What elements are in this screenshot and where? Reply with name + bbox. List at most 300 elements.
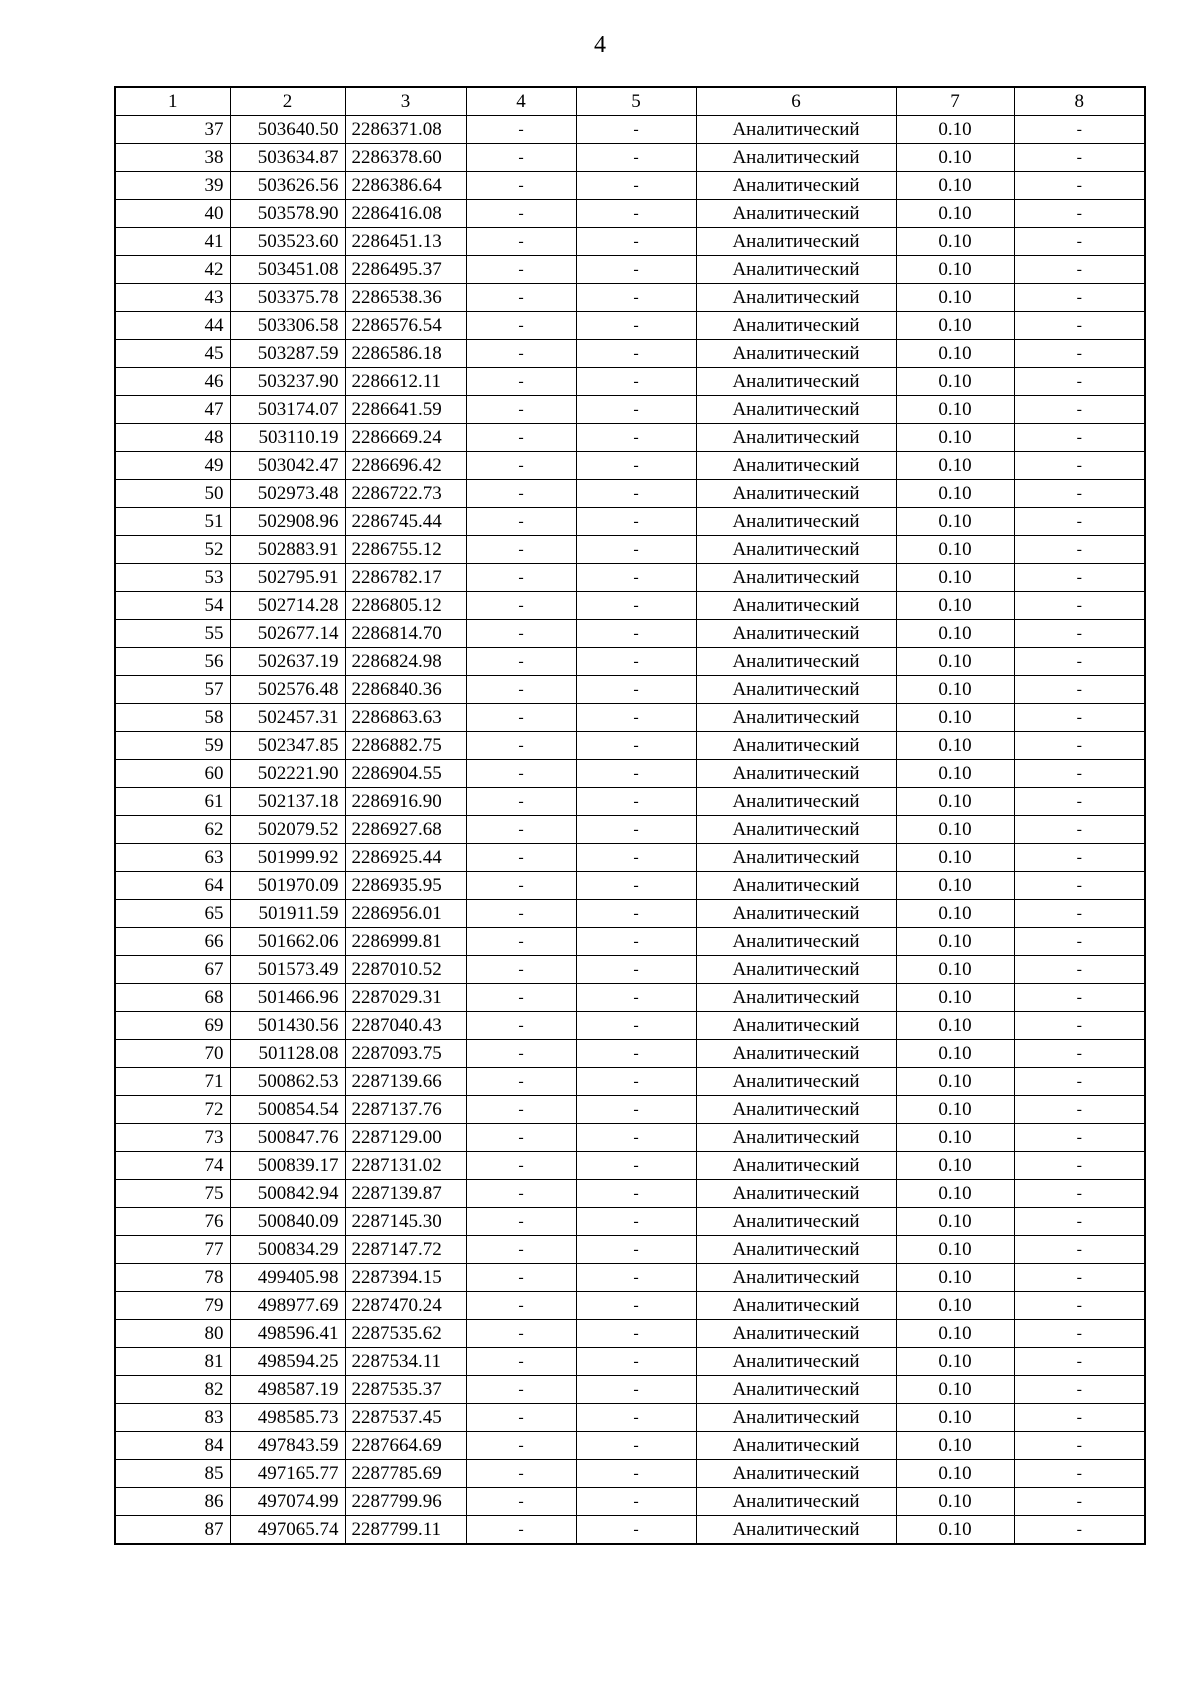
- point-number-cell: 78: [115, 1264, 230, 1292]
- col5-cell: -: [576, 564, 696, 592]
- y-coordinate-cell: 2286999.81: [345, 928, 466, 956]
- accuracy-cell: 0.10: [896, 536, 1014, 564]
- point-number-cell: 70: [115, 1040, 230, 1068]
- y-coordinate-cell: 2287139.87: [345, 1180, 466, 1208]
- table-row: [115, 1040, 1145, 1068]
- method-cell: Аналитический: [696, 844, 896, 872]
- y-coordinate-cell: 2286378.60: [345, 144, 466, 172]
- col5-cell: -: [576, 816, 696, 844]
- col4-cell: -: [466, 956, 576, 984]
- col8-cell: -: [1014, 1432, 1145, 1460]
- method-cell: Аналитический: [696, 1264, 896, 1292]
- method-cell: Аналитический: [696, 648, 896, 676]
- col5-cell: -: [576, 900, 696, 928]
- accuracy-cell: 0.10: [896, 1124, 1014, 1152]
- method-cell: Аналитический: [696, 872, 896, 900]
- accuracy-cell: 0.10: [896, 144, 1014, 172]
- y-coordinate-cell: 2286722.73: [345, 480, 466, 508]
- method-cell: Аналитический: [696, 396, 896, 424]
- point-number-cell: 85: [115, 1460, 230, 1488]
- accuracy-cell: 0.10: [896, 928, 1014, 956]
- y-coordinate-cell: 2287535.37: [345, 1376, 466, 1404]
- col4-cell: -: [466, 620, 576, 648]
- col5-cell: -: [576, 1516, 696, 1545]
- col8-cell: -: [1014, 452, 1145, 480]
- method-cell: Аналитический: [696, 1236, 896, 1264]
- y-coordinate-cell: 2286904.55: [345, 760, 466, 788]
- col4-cell: -: [466, 368, 576, 396]
- col5-cell: -: [576, 368, 696, 396]
- accuracy-cell: 0.10: [896, 788, 1014, 816]
- y-coordinate-cell: 2286863.63: [345, 704, 466, 732]
- col8-cell: -: [1014, 256, 1145, 284]
- column-header: 8: [1014, 87, 1145, 116]
- col8-cell: -: [1014, 228, 1145, 256]
- point-number-cell: 60: [115, 760, 230, 788]
- x-coordinate-cell: 501662.06: [230, 928, 345, 956]
- point-number-cell: 86: [115, 1488, 230, 1516]
- col8-cell: -: [1014, 732, 1145, 760]
- y-coordinate-cell: 2286386.64: [345, 172, 466, 200]
- point-number-cell: 39: [115, 172, 230, 200]
- method-cell: Аналитический: [696, 1488, 896, 1516]
- point-number-cell: 69: [115, 1012, 230, 1040]
- y-coordinate-cell: 2287537.45: [345, 1404, 466, 1432]
- col8-cell: -: [1014, 1208, 1145, 1236]
- method-cell: Аналитический: [696, 340, 896, 368]
- table-row: [115, 620, 1145, 648]
- table-row: [115, 424, 1145, 452]
- x-coordinate-cell: 497074.99: [230, 1488, 345, 1516]
- table-row: [115, 760, 1145, 788]
- point-number-cell: 80: [115, 1320, 230, 1348]
- accuracy-cell: 0.10: [896, 1320, 1014, 1348]
- col8-cell: -: [1014, 816, 1145, 844]
- point-number-cell: 48: [115, 424, 230, 452]
- col4-cell: -: [466, 1516, 576, 1545]
- point-number-cell: 54: [115, 592, 230, 620]
- x-coordinate-cell: 501430.56: [230, 1012, 345, 1040]
- y-coordinate-cell: 2286669.24: [345, 424, 466, 452]
- y-coordinate-cell: 2287785.69: [345, 1460, 466, 1488]
- y-coordinate-cell: 2287040.43: [345, 1012, 466, 1040]
- table-row: [115, 1264, 1145, 1292]
- col5-cell: -: [576, 732, 696, 760]
- x-coordinate-cell: 502908.96: [230, 508, 345, 536]
- method-cell: Аналитический: [696, 704, 896, 732]
- col8-cell: -: [1014, 900, 1145, 928]
- y-coordinate-cell: 2286696.42: [345, 452, 466, 480]
- method-cell: Аналитический: [696, 1516, 896, 1545]
- x-coordinate-cell: 500862.53: [230, 1068, 345, 1096]
- point-number-cell: 38: [115, 144, 230, 172]
- col4-cell: -: [466, 1068, 576, 1096]
- x-coordinate-cell: 500839.17: [230, 1152, 345, 1180]
- x-coordinate-cell: 502677.14: [230, 620, 345, 648]
- col5-cell: -: [576, 424, 696, 452]
- accuracy-cell: 0.10: [896, 648, 1014, 676]
- point-number-cell: 46: [115, 368, 230, 396]
- col8-cell: -: [1014, 928, 1145, 956]
- col5-cell: -: [576, 1404, 696, 1432]
- point-number-cell: 72: [115, 1096, 230, 1124]
- accuracy-cell: 0.10: [896, 984, 1014, 1012]
- method-cell: Аналитический: [696, 928, 896, 956]
- method-cell: Аналитический: [696, 508, 896, 536]
- table-row: [115, 1516, 1145, 1545]
- table-row: [115, 956, 1145, 984]
- x-coordinate-cell: 503174.07: [230, 396, 345, 424]
- y-coordinate-cell: 2287093.75: [345, 1040, 466, 1068]
- method-cell: Аналитический: [696, 1124, 896, 1152]
- col4-cell: -: [466, 1488, 576, 1516]
- method-cell: Аналитический: [696, 228, 896, 256]
- col8-cell: -: [1014, 116, 1145, 144]
- point-number-cell: 77: [115, 1236, 230, 1264]
- col8-cell: -: [1014, 480, 1145, 508]
- col5-cell: -: [576, 172, 696, 200]
- y-coordinate-cell: 2286840.36: [345, 676, 466, 704]
- col5-cell: -: [576, 760, 696, 788]
- table-body: [115, 116, 1145, 1545]
- y-coordinate-cell: 2286925.44: [345, 844, 466, 872]
- table-row: [115, 788, 1145, 816]
- y-coordinate-cell: 2287799.96: [345, 1488, 466, 1516]
- col4-cell: -: [466, 704, 576, 732]
- y-coordinate-cell: 2286576.54: [345, 312, 466, 340]
- col5-cell: -: [576, 116, 696, 144]
- accuracy-cell: 0.10: [896, 312, 1014, 340]
- method-cell: Аналитический: [696, 368, 896, 396]
- accuracy-cell: 0.10: [896, 676, 1014, 704]
- y-coordinate-cell: 2287139.66: [345, 1068, 466, 1096]
- y-coordinate-cell: 2286538.36: [345, 284, 466, 312]
- col8-cell: -: [1014, 536, 1145, 564]
- col4-cell: -: [466, 1236, 576, 1264]
- column-header: 6: [696, 87, 896, 116]
- method-cell: Аналитический: [696, 1348, 896, 1376]
- col4-cell: -: [466, 1040, 576, 1068]
- y-coordinate-cell: 2287010.52: [345, 956, 466, 984]
- point-number-cell: 66: [115, 928, 230, 956]
- col5-cell: -: [576, 452, 696, 480]
- col5-cell: -: [576, 340, 696, 368]
- point-number-cell: 49: [115, 452, 230, 480]
- col5-cell: -: [576, 1180, 696, 1208]
- col4-cell: -: [466, 1180, 576, 1208]
- method-cell: Аналитический: [696, 536, 896, 564]
- point-number-cell: 37: [115, 116, 230, 144]
- point-number-cell: 75: [115, 1180, 230, 1208]
- accuracy-cell: 0.10: [896, 1516, 1014, 1545]
- method-cell: Аналитический: [696, 312, 896, 340]
- table-row: [115, 256, 1145, 284]
- point-number-cell: 67: [115, 956, 230, 984]
- y-coordinate-cell: 2286927.68: [345, 816, 466, 844]
- accuracy-cell: 0.10: [896, 508, 1014, 536]
- col8-cell: -: [1014, 1236, 1145, 1264]
- col8-cell: -: [1014, 1404, 1145, 1432]
- table-row: [115, 1292, 1145, 1320]
- y-coordinate-cell: 2287664.69: [345, 1432, 466, 1460]
- col4-cell: -: [466, 1208, 576, 1236]
- point-number-cell: 81: [115, 1348, 230, 1376]
- x-coordinate-cell: 502714.28: [230, 592, 345, 620]
- accuracy-cell: 0.10: [896, 200, 1014, 228]
- col5-cell: -: [576, 984, 696, 1012]
- method-cell: Аналитический: [696, 1404, 896, 1432]
- point-number-cell: 40: [115, 200, 230, 228]
- method-cell: Аналитический: [696, 200, 896, 228]
- col8-cell: -: [1014, 1376, 1145, 1404]
- col8-cell: -: [1014, 172, 1145, 200]
- col5-cell: -: [576, 620, 696, 648]
- point-number-cell: 71: [115, 1068, 230, 1096]
- table-row: [115, 368, 1145, 396]
- y-coordinate-cell: 2286416.08: [345, 200, 466, 228]
- col5-cell: -: [576, 200, 696, 228]
- accuracy-cell: 0.10: [896, 1040, 1014, 1068]
- point-number-cell: 62: [115, 816, 230, 844]
- col8-cell: -: [1014, 340, 1145, 368]
- accuracy-cell: 0.10: [896, 1376, 1014, 1404]
- accuracy-cell: 0.10: [896, 732, 1014, 760]
- y-coordinate-cell: 2287129.00: [345, 1124, 466, 1152]
- table-row: [115, 312, 1145, 340]
- method-cell: Аналитический: [696, 256, 896, 284]
- x-coordinate-cell: 503375.78: [230, 284, 345, 312]
- col5-cell: -: [576, 1068, 696, 1096]
- col8-cell: -: [1014, 704, 1145, 732]
- accuracy-cell: 0.10: [896, 956, 1014, 984]
- col8-cell: -: [1014, 1488, 1145, 1516]
- table-row: [115, 648, 1145, 676]
- col4-cell: -: [466, 816, 576, 844]
- table-row: [115, 284, 1145, 312]
- col4-cell: -: [466, 592, 576, 620]
- col8-cell: -: [1014, 872, 1145, 900]
- accuracy-cell: 0.10: [896, 340, 1014, 368]
- point-number-cell: 73: [115, 1124, 230, 1152]
- col5-cell: -: [576, 1012, 696, 1040]
- col4-cell: -: [466, 312, 576, 340]
- accuracy-cell: 0.10: [896, 1208, 1014, 1236]
- x-coordinate-cell: 502576.48: [230, 676, 345, 704]
- point-number-cell: 42: [115, 256, 230, 284]
- table-row: [115, 452, 1145, 480]
- col5-cell: -: [576, 956, 696, 984]
- y-coordinate-cell: 2287137.76: [345, 1096, 466, 1124]
- y-coordinate-cell: 2286782.17: [345, 564, 466, 592]
- col8-cell: -: [1014, 424, 1145, 452]
- col4-cell: -: [466, 1124, 576, 1152]
- col8-cell: -: [1014, 1292, 1145, 1320]
- accuracy-cell: 0.10: [896, 1432, 1014, 1460]
- col5-cell: -: [576, 704, 696, 732]
- point-number-cell: 43: [115, 284, 230, 312]
- accuracy-cell: 0.10: [896, 480, 1014, 508]
- x-coordinate-cell: 501128.08: [230, 1040, 345, 1068]
- accuracy-cell: 0.10: [896, 1236, 1014, 1264]
- method-cell: Аналитический: [696, 1180, 896, 1208]
- point-number-cell: 74: [115, 1152, 230, 1180]
- column-header: 2: [230, 87, 345, 116]
- point-number-cell: 64: [115, 872, 230, 900]
- col8-cell: -: [1014, 1068, 1145, 1096]
- method-cell: Аналитический: [696, 1040, 896, 1068]
- table-header-row: [115, 87, 1145, 116]
- x-coordinate-cell: 503287.59: [230, 340, 345, 368]
- col5-cell: -: [576, 1236, 696, 1264]
- y-coordinate-cell: 2287029.31: [345, 984, 466, 1012]
- col5-cell: -: [576, 1376, 696, 1404]
- col8-cell: -: [1014, 368, 1145, 396]
- col8-cell: -: [1014, 620, 1145, 648]
- col4-cell: -: [466, 928, 576, 956]
- method-cell: Аналитический: [696, 956, 896, 984]
- table-row: [115, 480, 1145, 508]
- x-coordinate-cell: 502221.90: [230, 760, 345, 788]
- col5-cell: -: [576, 928, 696, 956]
- accuracy-cell: 0.10: [896, 564, 1014, 592]
- table-row: [115, 1068, 1145, 1096]
- col4-cell: -: [466, 788, 576, 816]
- accuracy-cell: 0.10: [896, 424, 1014, 452]
- col4-cell: -: [466, 452, 576, 480]
- x-coordinate-cell: 503042.47: [230, 452, 345, 480]
- col8-cell: -: [1014, 984, 1145, 1012]
- table-row: [115, 200, 1145, 228]
- col5-cell: -: [576, 1096, 696, 1124]
- table-row: [115, 1460, 1145, 1488]
- col8-cell: -: [1014, 1124, 1145, 1152]
- y-coordinate-cell: 2286641.59: [345, 396, 466, 424]
- col4-cell: -: [466, 200, 576, 228]
- col4-cell: -: [466, 116, 576, 144]
- col8-cell: -: [1014, 1264, 1145, 1292]
- col4-cell: -: [466, 900, 576, 928]
- col8-cell: -: [1014, 1320, 1145, 1348]
- accuracy-cell: 0.10: [896, 368, 1014, 396]
- col4-cell: -: [466, 144, 576, 172]
- method-cell: Аналитический: [696, 452, 896, 480]
- accuracy-cell: 0.10: [896, 228, 1014, 256]
- method-cell: Аналитический: [696, 1012, 896, 1040]
- point-number-cell: 52: [115, 536, 230, 564]
- x-coordinate-cell: 499405.98: [230, 1264, 345, 1292]
- point-number-cell: 45: [115, 340, 230, 368]
- y-coordinate-cell: 2286935.95: [345, 872, 466, 900]
- point-number-cell: 50: [115, 480, 230, 508]
- accuracy-cell: 0.10: [896, 1152, 1014, 1180]
- accuracy-cell: 0.10: [896, 1264, 1014, 1292]
- col4-cell: -: [466, 396, 576, 424]
- col4-cell: -: [466, 1348, 576, 1376]
- table-row: [115, 732, 1145, 760]
- table-row: [115, 592, 1145, 620]
- col8-cell: -: [1014, 648, 1145, 676]
- x-coordinate-cell: 502457.31: [230, 704, 345, 732]
- method-cell: Аналитический: [696, 1096, 896, 1124]
- col5-cell: -: [576, 1264, 696, 1292]
- table-row: [115, 984, 1145, 1012]
- point-number-cell: 51: [115, 508, 230, 536]
- col8-cell: -: [1014, 1180, 1145, 1208]
- y-coordinate-cell: 2287534.11: [345, 1348, 466, 1376]
- col4-cell: -: [466, 1264, 576, 1292]
- method-cell: Аналитический: [696, 592, 896, 620]
- y-coordinate-cell: 2286586.18: [345, 340, 466, 368]
- col5-cell: -: [576, 676, 696, 704]
- column-header: 1: [115, 87, 230, 116]
- accuracy-cell: 0.10: [896, 872, 1014, 900]
- col8-cell: -: [1014, 956, 1145, 984]
- table-row: [115, 844, 1145, 872]
- col4-cell: -: [466, 844, 576, 872]
- table-row: [115, 228, 1145, 256]
- method-cell: Аналитический: [696, 788, 896, 816]
- col4-cell: -: [466, 872, 576, 900]
- point-number-cell: 44: [115, 312, 230, 340]
- y-coordinate-cell: 2287535.62: [345, 1320, 466, 1348]
- col4-cell: -: [466, 1292, 576, 1320]
- x-coordinate-cell: 501970.09: [230, 872, 345, 900]
- x-coordinate-cell: 503237.90: [230, 368, 345, 396]
- col5-cell: -: [576, 648, 696, 676]
- col5-cell: -: [576, 1488, 696, 1516]
- table-row: [115, 1152, 1145, 1180]
- col4-cell: -: [466, 1376, 576, 1404]
- method-cell: Аналитический: [696, 172, 896, 200]
- table-row: [115, 172, 1145, 200]
- method-cell: Аналитический: [696, 480, 896, 508]
- table-row: [115, 1432, 1145, 1460]
- point-number-cell: 82: [115, 1376, 230, 1404]
- x-coordinate-cell: 502079.52: [230, 816, 345, 844]
- y-coordinate-cell: 2286882.75: [345, 732, 466, 760]
- y-coordinate-cell: 2286916.90: [345, 788, 466, 816]
- method-cell: Аналитический: [696, 564, 896, 592]
- x-coordinate-cell: 503306.58: [230, 312, 345, 340]
- col8-cell: -: [1014, 1012, 1145, 1040]
- point-number-cell: 61: [115, 788, 230, 816]
- accuracy-cell: 0.10: [896, 1348, 1014, 1376]
- method-cell: Аналитический: [696, 1068, 896, 1096]
- col4-cell: -: [466, 256, 576, 284]
- y-coordinate-cell: 2286755.12: [345, 536, 466, 564]
- table-row: [115, 1320, 1145, 1348]
- x-coordinate-cell: 502137.18: [230, 788, 345, 816]
- x-coordinate-cell: 501466.96: [230, 984, 345, 1012]
- table-row: [115, 116, 1145, 144]
- col4-cell: -: [466, 172, 576, 200]
- col4-cell: -: [466, 340, 576, 368]
- method-cell: Аналитический: [696, 1460, 896, 1488]
- table-row: [115, 1096, 1145, 1124]
- method-cell: Аналитический: [696, 732, 896, 760]
- point-number-cell: 41: [115, 228, 230, 256]
- col4-cell: -: [466, 1432, 576, 1460]
- col4-cell: -: [466, 480, 576, 508]
- col5-cell: -: [576, 536, 696, 564]
- x-coordinate-cell: 500854.54: [230, 1096, 345, 1124]
- point-number-cell: 84: [115, 1432, 230, 1460]
- column-header: 5: [576, 87, 696, 116]
- x-coordinate-cell: 503523.60: [230, 228, 345, 256]
- accuracy-cell: 0.10: [896, 1068, 1014, 1096]
- table-row: [115, 396, 1145, 424]
- col8-cell: -: [1014, 1516, 1145, 1545]
